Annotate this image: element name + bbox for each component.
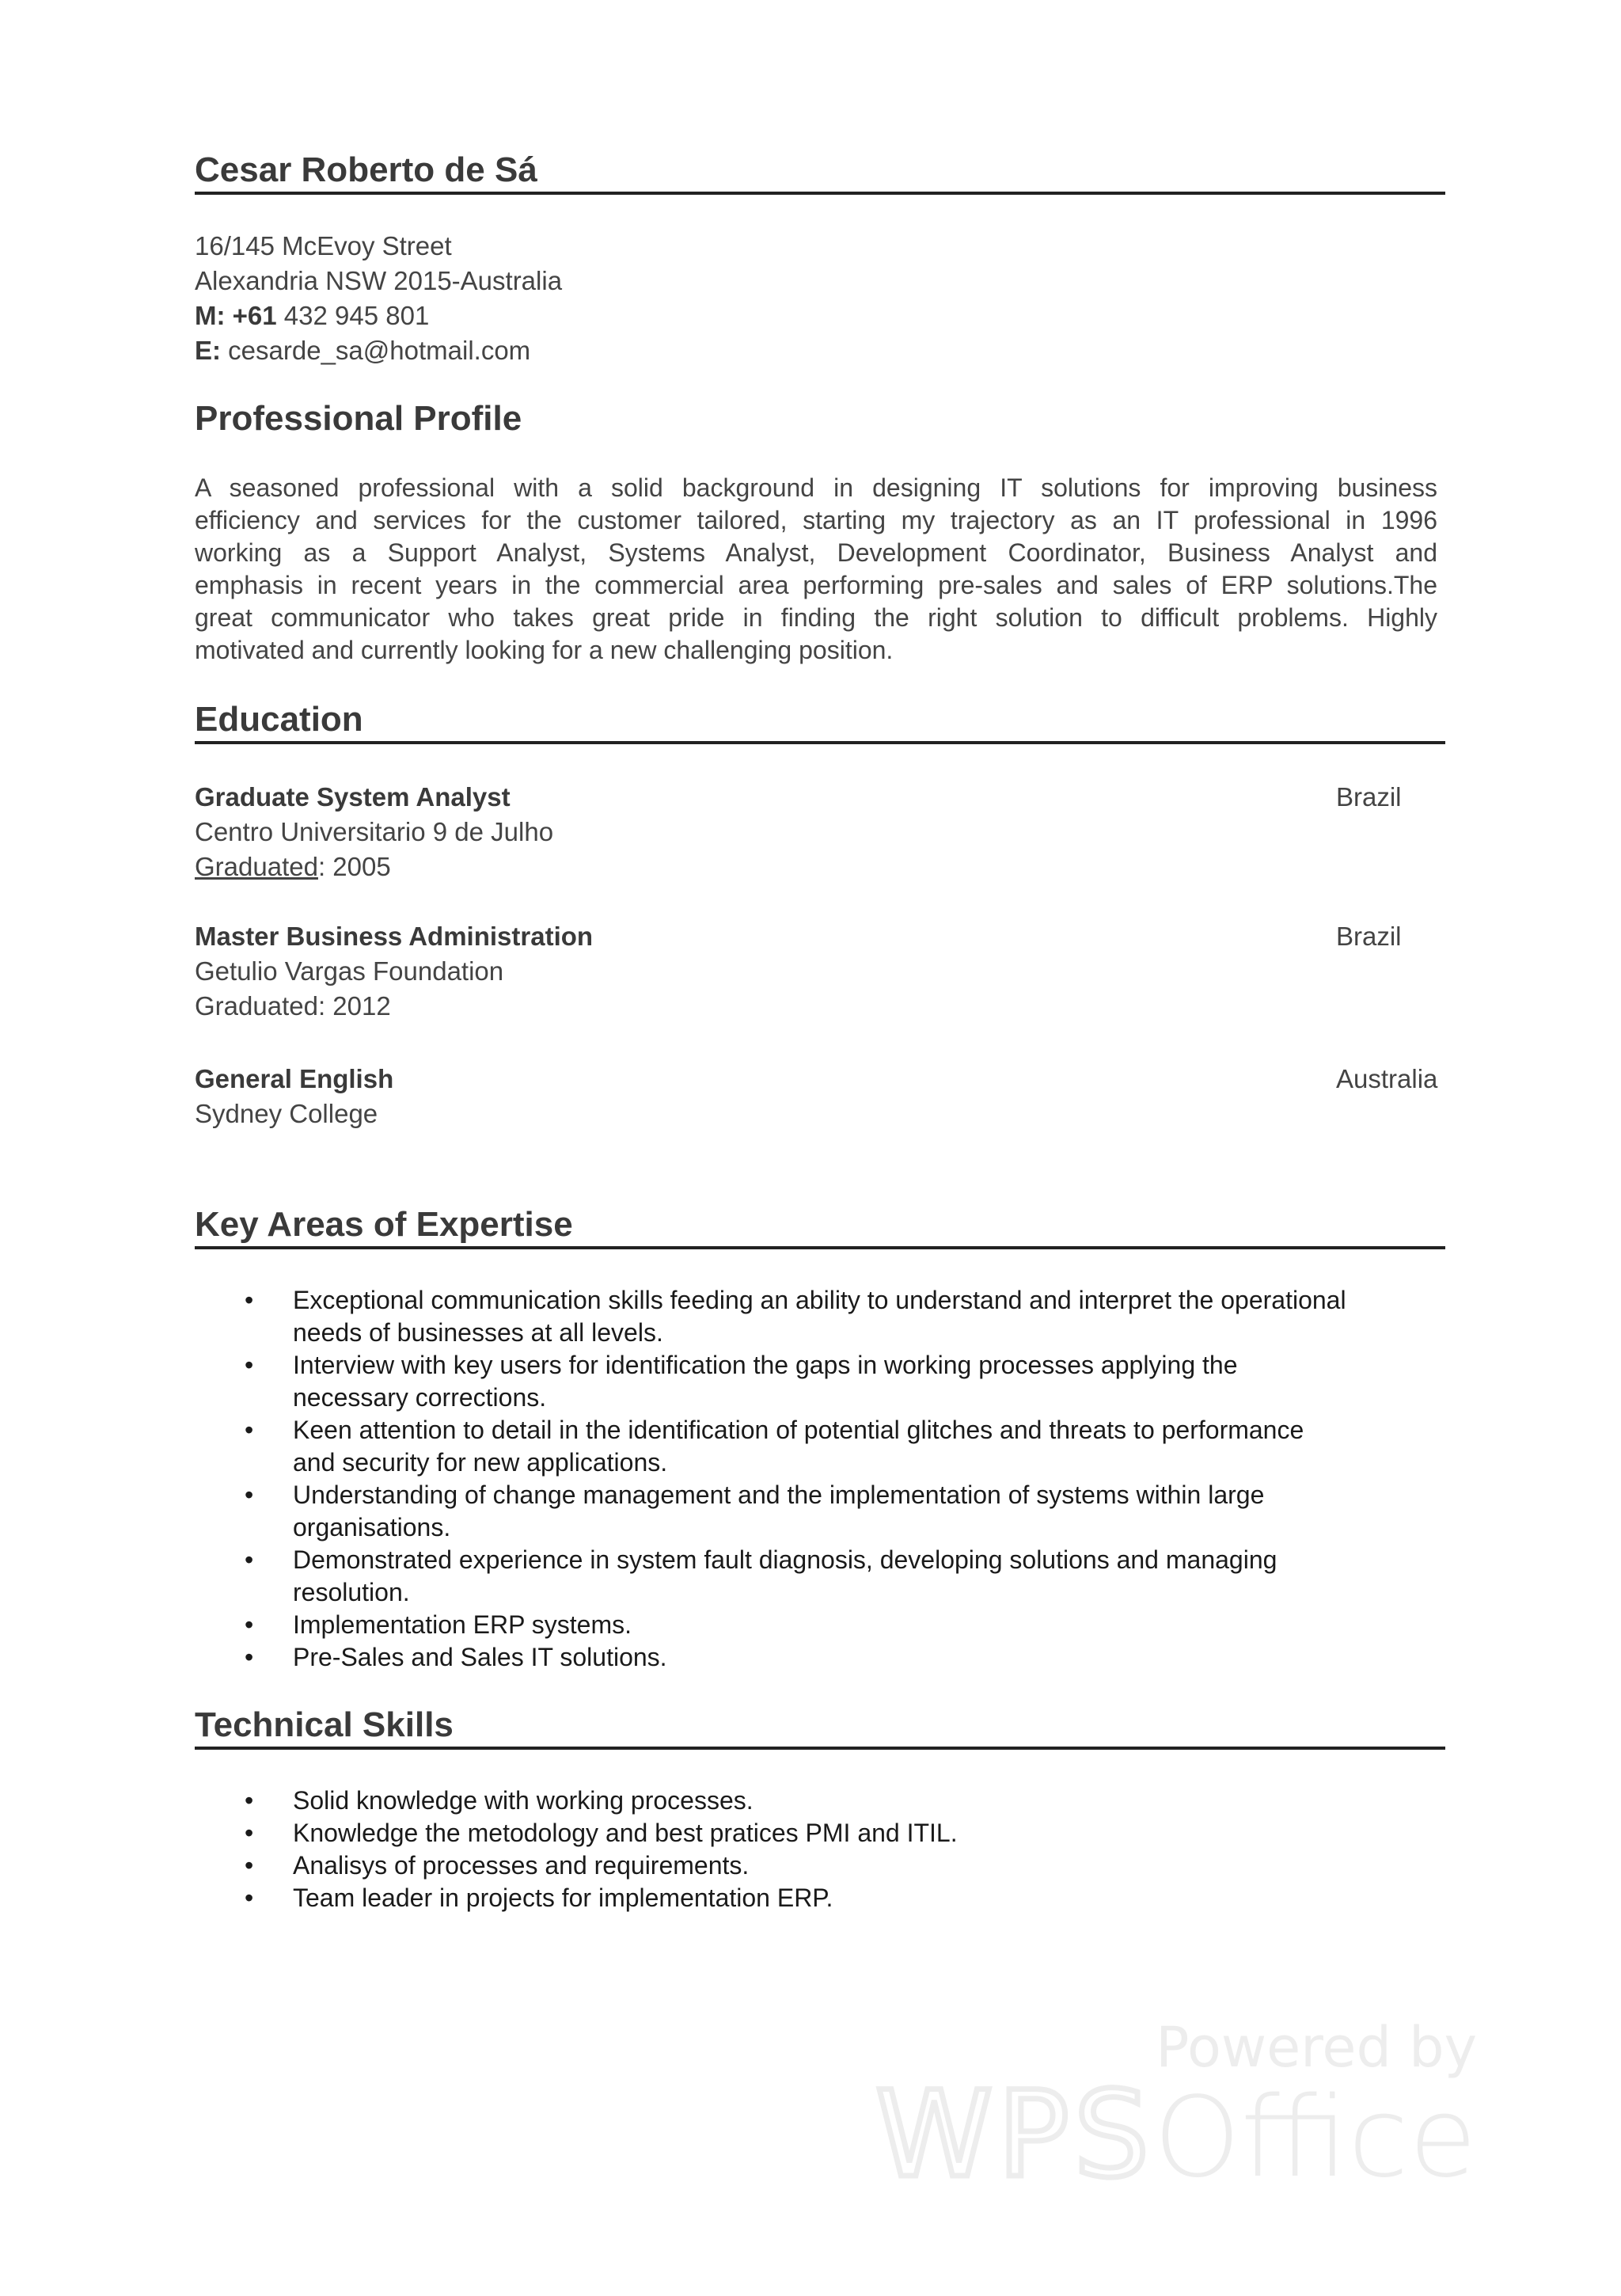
education-degree: Graduate System Analyst <box>195 782 511 812</box>
expertise-title: Key Areas of Expertise <box>195 1205 573 1244</box>
graduated-label: Graduated <box>195 852 318 881</box>
wps-watermark-logo <box>869 2017 1494 2191</box>
bullet-icon: • <box>245 1416 254 1444</box>
list-item <box>195 1479 1445 1544</box>
list-item-text: Exceptional communication skills feeding an ability to understand and interpret the operational <box>293 1286 1346 1314</box>
education-degree: General English <box>195 1064 394 1093</box>
education-graduated: Graduated: 2012 <box>195 991 391 1021</box>
expertise-list <box>195 1284 1445 1674</box>
profile-line: efficiency and services for the customer tailored, starting my trajectory as an IT professional in 1996 <box>195 506 1437 534</box>
education-institution: Getulio Vargas Foundation <box>195 956 504 986</box>
list-item-text: Pre-Sales and Sales IT solutions. <box>293 1643 667 1671</box>
list-item-text: Analisys of processes and requirements. <box>293 1851 750 1880</box>
list-item-text: Team leader in projects for implementation ERP. <box>293 1884 833 1912</box>
list-item <box>195 1544 1445 1609</box>
technical-list <box>195 1785 1445 1914</box>
bullet-icon: • <box>245 1819 254 1847</box>
bullet-icon: • <box>245 1545 254 1574</box>
list-item <box>195 1349 1445 1414</box>
list-item <box>195 1849 1445 1882</box>
list-item-text: Understanding of change management and the implementation of systems within large <box>293 1481 1265 1509</box>
education-country: Brazil <box>1336 922 1402 951</box>
list-item-text: Interview with key users for identification the gaps in working processes applying the <box>293 1351 1238 1379</box>
watermark-product: Office <box>1153 2074 1477 2191</box>
address-line-2: Alexandria NSW 2015-Australia <box>195 266 563 295</box>
technical-header <box>195 1702 1445 1750</box>
education-country: Australia <box>1336 1064 1438 1093</box>
profile-line: emphasis in recent years in the commercial area performing pre-sales and sales of ERP solutions.The <box>195 571 1437 599</box>
email-line <box>195 336 530 366</box>
list-item <box>195 1785 1445 1817</box>
list-item-text: necessary corrections. <box>293 1383 547 1412</box>
profile-line: working as a Support Analyst, Systems Analyst, Development Coordinator, Business Analyst and <box>195 538 1437 567</box>
watermark-brand: WPS <box>875 2066 1154 2191</box>
name-header <box>195 147 1445 195</box>
bullet-icon: • <box>245 1786 254 1815</box>
bullet-icon: • <box>245 1884 254 1912</box>
education-graduated <box>195 852 391 882</box>
profile-line: motivated and currently looking for a new challenging position. <box>195 636 894 664</box>
list-item-text: and security for new applications. <box>293 1448 668 1477</box>
mobile-value: 432 945 801 <box>276 301 430 330</box>
bullet-icon: • <box>245 1286 254 1314</box>
list-item <box>195 1882 1445 1914</box>
list-item <box>195 1284 1445 1349</box>
list-item-text: Demonstrated experience in system fault diagnosis, developing solutions and managing <box>293 1545 1277 1574</box>
education-country: Brazil <box>1336 782 1402 812</box>
bullet-icon: • <box>245 1851 254 1880</box>
profile-title: Professional Profile <box>195 399 522 438</box>
mobile-line <box>195 301 429 331</box>
list-item-text: Knowledge the metodology and best pratices PMI and ITIL. <box>293 1819 958 1847</box>
bullet-icon: • <box>245 1351 254 1379</box>
bullet-icon: • <box>245 1643 254 1671</box>
education-header <box>195 697 1445 744</box>
list-item <box>195 1609 1445 1641</box>
list-item-text: organisations. <box>293 1513 451 1541</box>
education-institution: Sydney College <box>195 1099 378 1128</box>
list-item <box>195 1414 1445 1479</box>
candidate-name: Cesar Roberto de Sá <box>195 150 537 189</box>
address-line-1: 16/145 McEvoy Street <box>195 231 452 260</box>
list-item <box>195 1641 1445 1674</box>
watermark-powered: Powered by <box>1156 2017 1477 2080</box>
education-institution: Centro Universitario 9 de Julho <box>195 817 554 846</box>
profile-line: great communicator who takes great pride in finding the right solution to difficult problems. Highly <box>195 603 1437 632</box>
education-title: Education <box>195 700 363 739</box>
list-item-text: Solid knowledge with working processes. <box>293 1786 754 1815</box>
email-label: E: <box>195 336 221 365</box>
bullet-icon: • <box>245 1481 254 1509</box>
mobile-label: M: +61 <box>195 301 277 330</box>
profile-paragraph <box>195 472 1437 667</box>
technical-title: Technical Skills <box>195 1705 454 1744</box>
list-item <box>195 1817 1445 1849</box>
bullet-icon: • <box>245 1610 254 1639</box>
profile-line: A seasoned professional with a solid background in designing IT solutions for improving business <box>195 473 1437 502</box>
expertise-header <box>195 1202 1445 1249</box>
list-item-text: resolution. <box>293 1578 410 1606</box>
email-value: cesarde_sa@hotmail.com <box>221 336 531 365</box>
list-item-text: needs of businesses at all levels. <box>293 1318 663 1347</box>
list-item-text: Implementation ERP systems. <box>293 1610 632 1639</box>
graduated-value: : 2005 <box>317 852 391 881</box>
list-item-text: Keen attention to detail in the identification of potential glitches and threats to performance <box>293 1416 1304 1444</box>
education-degree: Master Business Administration <box>195 922 594 951</box>
